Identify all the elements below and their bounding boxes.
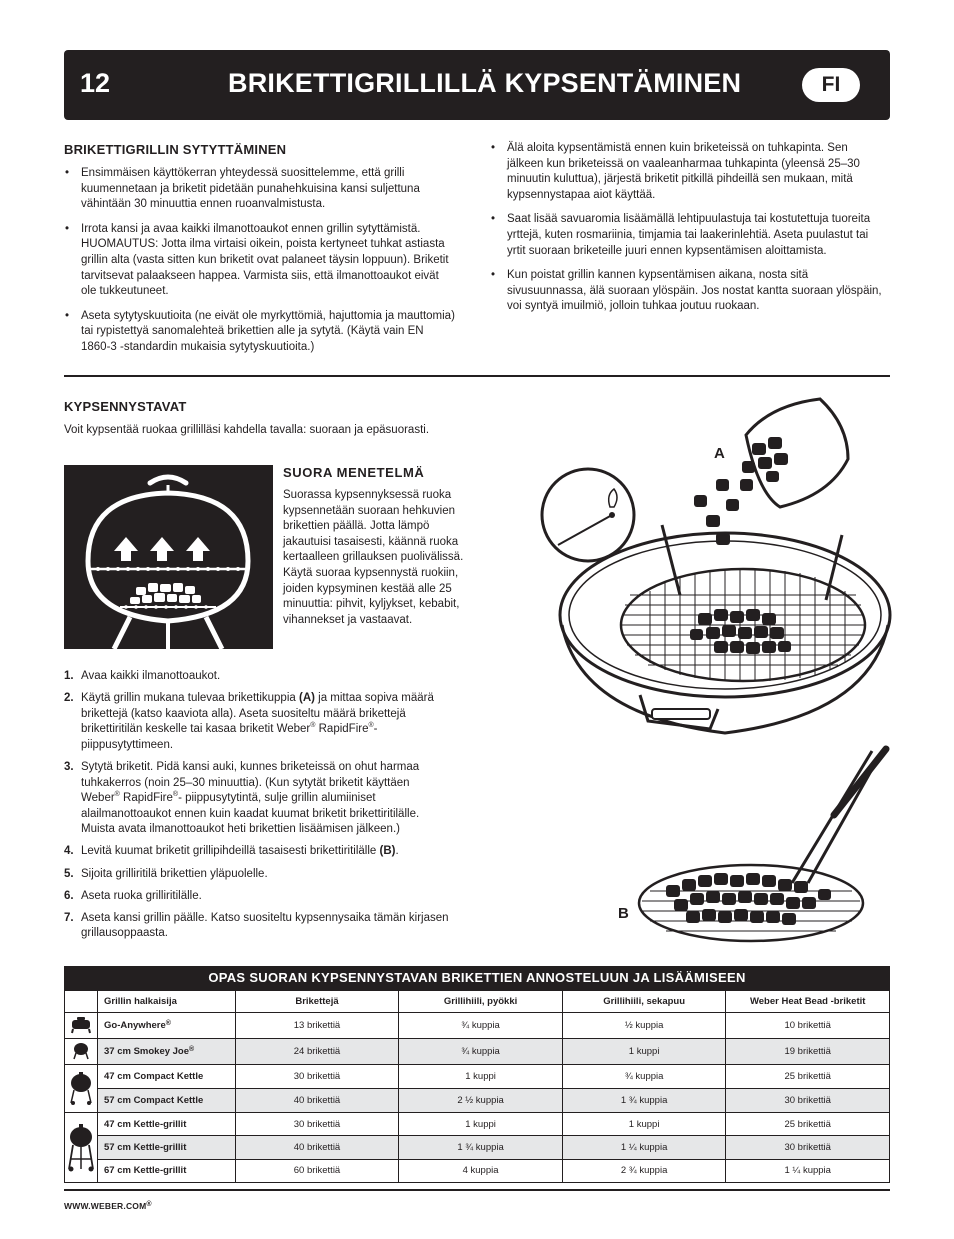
figure-label-a: A [714, 445, 725, 462]
footer-divider [64, 1189, 890, 1191]
table-row: 47 cm Kettle-grillit 30 brikettiä 1 kuppi 1 kuppi 25 brikettiä [65, 1113, 890, 1136]
grill-cross-section-icon [64, 465, 273, 649]
steps-list [64, 669, 450, 948]
compact-kettle-grill-icon [65, 1065, 98, 1113]
briquette-dosage-table [64, 990, 890, 1183]
step-item: 3. Sytytä briketit. Pidä kansi auki, kunnes briketeissä on ohut harmaa tuhkakerros (noin 25–30 minuuttia). (Kun sytytät briketit käyttäen Weber® RapidFire®- piippusytytintä, sulje grillin alumiiniset alailmanottoaukot ennen kuin kaadat kuumat briketit brikettiritilälle. Muista avata ilmanottoaukot heti brikettien lisäämisen jälkeen.) [64, 760, 420, 836]
direct-method-illustration [64, 465, 273, 649]
step-item: 2. Käytä grillin mukana tulevaa brikettikuppia (A) ja mittaa sopiva määrä brikettejä (katso kaaviota alla). Aseta suositeltu määrä brikettejä brikettiritilän keskelle tai kasaa briketit Weber® RapidFire®- piippusytyttimeen. [64, 692, 434, 751]
table-row: 57 cm Kettle-grillit 40 brikettiä 1 ¾ kuppia 1 ¼ kuppia 30 brikettiä [65, 1136, 890, 1159]
bullet-item: • Kun poistat grillin kannen kypsentämisen aikana, nosta sitä sivusuunnassa, älä suoraan ylöspäin. Jos nostat kantta suoraan ylöspäin, voi syntyä imuilmiö, jolloin tuhkaa joutuu ruokaan. [490, 268, 886, 315]
table-row: Go-Anywhere® 13 brikettiä ¾ kuppia ½ kuppia 10 brikettiä [65, 1013, 890, 1039]
column-header: Brikettejä [235, 991, 399, 1013]
direct-method-heading: SUORA MENETELMÄ [283, 465, 425, 480]
lighting-bullets-right [490, 141, 886, 324]
methods-intro: Voit kypsentää ruokaa grillilläsi kahdella tavalla: suoraan ja epäsuorasti. [64, 424, 430, 436]
direct-method-text: Suorassa kypsennyksessä ruoka kypsennetään suoraan hehkuvien brikettien päällä. Jotta lämpö jakautuisi tasaisesti, käännä ruoka kertaalleen grillauksen puolivälissä. Käytä suoraa kypsennystä ruokiin, joiden kypsyminen kestää alle 25 minuuttia: pihvit, kyljykset, kebabit, vihannekset ja vastaavat. [283, 489, 464, 626]
language-badge: FI [802, 68, 860, 102]
lighting-bullets-left [64, 166, 456, 365]
figure-label-b: B [618, 905, 629, 922]
bullet-item: • Saat lisää savuaromia lisäämällä lehtipuulastuja tai kostutettuja tuoreita yrttejä, kuten rosmariinia, timjamia tai laakerinlehtiä. Aseta puulastut tai yrtit suoraan briketeille juuri ennen kypsentämisen aloittamista. [490, 212, 886, 259]
smokey-joe-grill-icon [65, 1039, 98, 1065]
section-divider [64, 375, 890, 377]
column-header: Grillihiili, pyökki [399, 991, 563, 1013]
bullet-item: • Älä aloita kypsentämistä ennen kuin briketeissä on tuhkapinta. Sen jälkeen kun briketeissä on vaaleanharmaa tuhkapinta (yleensä 25–30 minuutin kuluttua), järjestä briketit pitkillä pihdeillä sen mukaan, mitä kypsennystapaa aiot käyttää. [490, 141, 886, 203]
bullet-item: • Aseta sytytyskuutioita (ne eivät ole myrkyttömiä, hajuttomia ja mauttomia) tai rypistettyä sanomalehteä brikettien alle ja sytytä. (Käytä vain EN 1860-3 -standardin mukaisia sytytyskuutioita.) [64, 309, 456, 356]
table-title: OPAS SUORAN KYPSENNYSTAVAN BRIKETTIEN ANNOSTELUUN JA LISÄÄMISEEN [64, 966, 890, 990]
table-row: 47 cm Compact Kettle 30 brikettiä 1 kuppi ¾ kuppia 25 brikettiä [65, 1065, 890, 1089]
page-title: BRIKETTIGRILLILLÄ KYPSENTÄMINEN [228, 68, 742, 98]
step-item: 5. Sijoita grilliritilä brikettien yläpuolelle. [64, 867, 268, 880]
column-header: Grillihiili, sekapuu [562, 991, 726, 1013]
bullet-item: • Irrota kansi ja avaa kaikki ilmanottoaukot ennen grillin sytyttämistä. HUOMAUTUS: Jotta ilma virtaisi oikein, poista kertyneet tuhkat astiasta grillin alta (vasta sitten kun briketit ovat palaneet täysin loppuun). Briketit tarvitsevat palaakseen happea. Varmista siis, että ilmanottoaukot eivät ole tukkeutuneet. [64, 222, 456, 300]
kettle-briquette-cup-illustration [530, 395, 892, 755]
column-header: Grillin halkaisija [98, 991, 236, 1013]
page-header [64, 50, 890, 120]
step-item: 7. Aseta kansi grillin päälle. Katso suositeltu kypsennysaika tämän kirjasen grillausoppaasta. [64, 911, 449, 940]
tongs-spreading-coals-illustration [636, 745, 890, 945]
page-number: 12 [80, 68, 111, 98]
bullet-item: • Ensimmäisen käyttökerran yhteydessä suosittelemme, että grilli kuumennetaan ja briketit pidetään punahehkuisina kansi suljettuna vähintään 30 minuuttia ennen ruoanvalmistusta. [64, 166, 456, 213]
table-row: 37 cm Smokey Joe® 24 brikettiä ¾ kuppia 1 kuppi 19 brikettiä [65, 1039, 890, 1065]
methods-heading: KYPSENNYSTAVAT [64, 399, 187, 414]
table-row: 67 cm Kettle-grillit 60 brikettiä 4 kuppia 2 ¾ kuppia 1 ¼ kuppia [65, 1159, 890, 1182]
table-row: 57 cm Compact Kettle 40 brikettiä 2 ½ kuppia 1 ¾ kuppia 30 brikettiä [65, 1089, 890, 1113]
kettle-grill-icon [65, 1113, 98, 1183]
column-header: Weber Heat Bead -briketit [726, 991, 890, 1013]
step-item: 4. Levitä kuumat briketit grillipihdeillä tasaisesti brikettiritilälle (B). [64, 845, 399, 858]
step-item: 1. Avaa kaikki ilmanottoaukot. [64, 670, 221, 682]
lighting-heading: BRIKETTIGRILLIN SYTYTTÄMINEN [64, 142, 287, 157]
step-item: 6. Aseta ruoka grilliritilälle. [64, 889, 202, 902]
footer-url[interactable]: WWW.WEBER.COM® [64, 1201, 152, 1211]
go-anywhere-grill-icon [65, 1013, 98, 1039]
table-header-row [65, 991, 890, 1013]
